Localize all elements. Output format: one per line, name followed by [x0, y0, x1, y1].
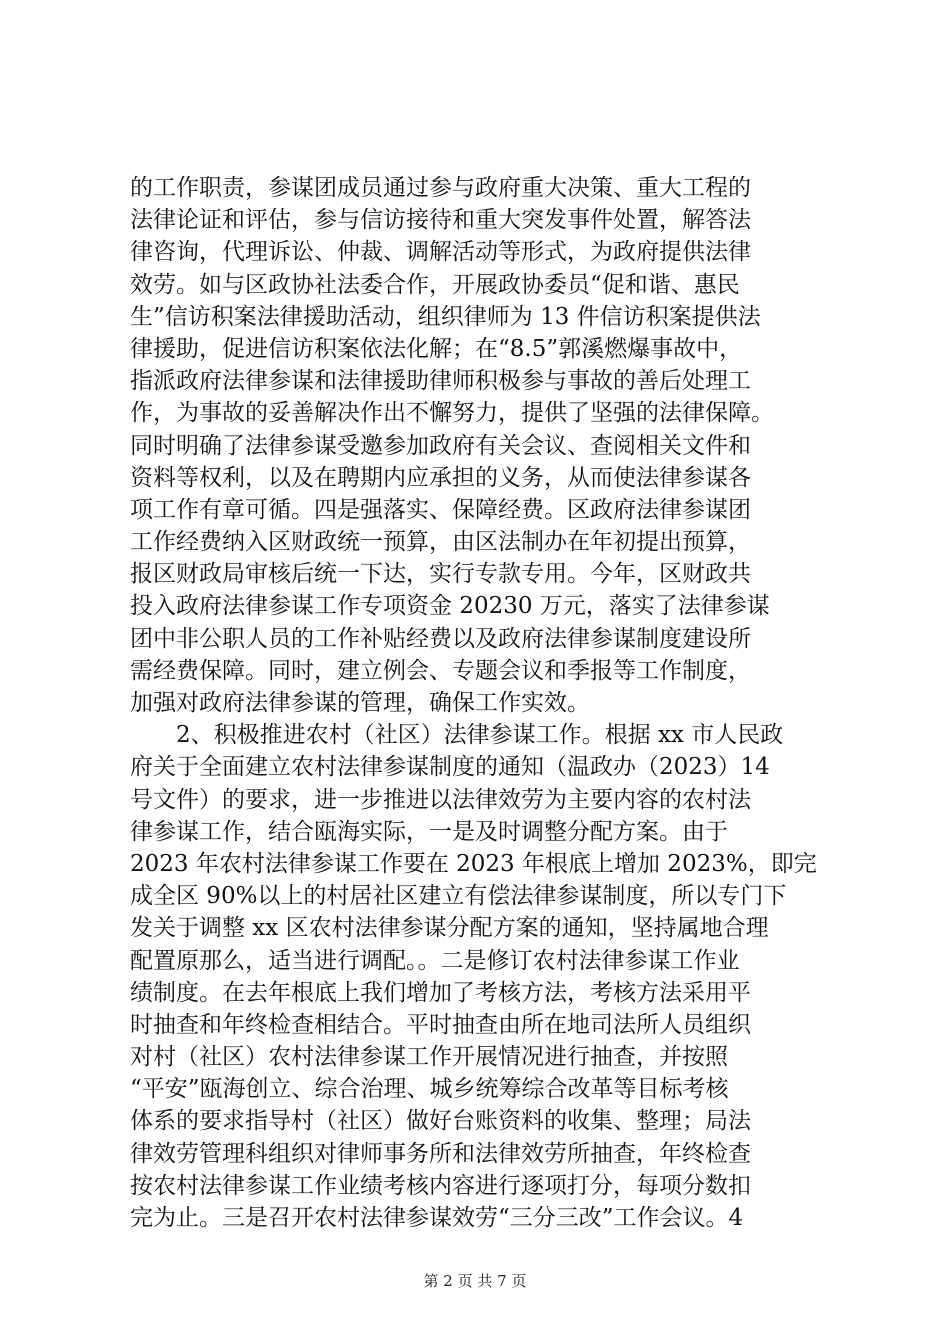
text-line: 时抽查和年终检查相结合。平时抽查由所在地司法所人员组织: [130, 1011, 751, 1038]
text-line: 对村（社区）农村法律参谋工作开展情况进行抽查，并按照: [130, 1044, 728, 1071]
text-line: 2、积极推进农村（社区）法律参谋工作。根据 xx 市人民政: [130, 722, 784, 749]
text-line: 成全区 90%以上的村居社区建立有偿法律参谋制度，所以专门下: [130, 883, 787, 910]
page-footer: 第 2 页 共 7 页: [423, 1272, 527, 1290]
text-line: 效劳。如与区政协社法委合作，开展政协委员“促和谐、惠民: [130, 271, 740, 298]
text-line: 府关于全面建立农村法律参谋制度的通知（温政办（2023）14: [130, 754, 770, 781]
text-line: 律效劳管理科组织对律师事务所和法律效劳所抽查，年终检查: [130, 1140, 751, 1167]
text-line: 律参谋工作，结合瓯海实际，一是及时调整分配方案。由于: [130, 818, 728, 845]
text-line: 投入政府法律参谋工作专项资金 20230 万元，落实了法律参谋: [130, 593, 770, 620]
text-line: “平安”瓯海创立、综合治理、城乡统筹综合改革等目标考核: [130, 1076, 729, 1103]
text-line: 生”信访积案法律援助活动，组织律师为 13 件信访积案提供法: [130, 303, 761, 330]
text-line: 项工作有章可循。四是强落实、保障经费。区政府法律参谋团: [130, 496, 751, 523]
text-line: 的工作职责，参谋团成员通过参与政府重大决策、重大工程的: [130, 175, 751, 201]
text-line: 配置原那么，适当进行调配。。二是修订农村法律参谋工作业: [130, 947, 740, 974]
text-line: 工作经费纳入区财政统一预算，由区法制办在年初提出预算，: [130, 529, 751, 556]
text-line: 加强对政府法律参谋的管理，确保工作实效。: [130, 690, 590, 716]
text-line: 资料等权利，以及在聘期内应承担的义务，从而使法律参谋各: [130, 464, 751, 491]
text-line: 绩制度。在去年根底上我们增加了考核方法，考核方法采用平: [130, 979, 751, 1006]
text-line: 团中非公职人员的工作补贴经费以及政府法律参谋制度建设所: [130, 625, 751, 652]
text-line: 按农村法律参谋工作业绩考核内容进行逐项打分，每项分数扣: [130, 1172, 751, 1199]
text-line: 法律论证和评估，参与信访接待和重大突发事件处置，解答法: [130, 207, 751, 234]
text-line: 律援助，促进信访积案依法化解；在“8.5”郭溪燃爆事故中，: [130, 335, 743, 362]
text-line: 报区财政局审核后统一下达，实行专款专用。今年，区财政共: [130, 561, 751, 588]
text-line: 号文件）的要求，进一步推进以法律效劳为主要内容的农村法: [130, 786, 751, 813]
text-line: 体系的要求指导村（社区）做好台账资料的收集、整理；局法: [130, 1108, 751, 1135]
text-line: 发关于调整 xx 区农村法律参谋分配方案的通知，坚持属地合理: [130, 915, 769, 942]
body-text: [130, 172, 830, 1234]
text-line: 需经费保障。同时，建立例会、专题会议和季报等工作制度，: [130, 657, 751, 684]
text-line: 作，为事故的妥善解决作出不懈努力，提供了坚强的法律保障。: [130, 400, 774, 427]
text-line: 同时明确了法律参谋受邀参加政府有关会议、查阅相关文件和: [130, 432, 751, 459]
text-line: 律咨询，代理诉讼、仲裁、调解活动等形式，为政府提供法律: [130, 239, 751, 266]
text-line: 2023 年农村法律参谋工作要在 2023 年根底上增加 2023%，即完: [130, 850, 817, 877]
text-line: 指派政府法律参谋和法律援助律师积极参与事故的善后处理工: [130, 368, 751, 395]
text-line: 完为止。三是召开农村法律参谋效劳“三分三改”工作会议。4: [130, 1205, 744, 1231]
